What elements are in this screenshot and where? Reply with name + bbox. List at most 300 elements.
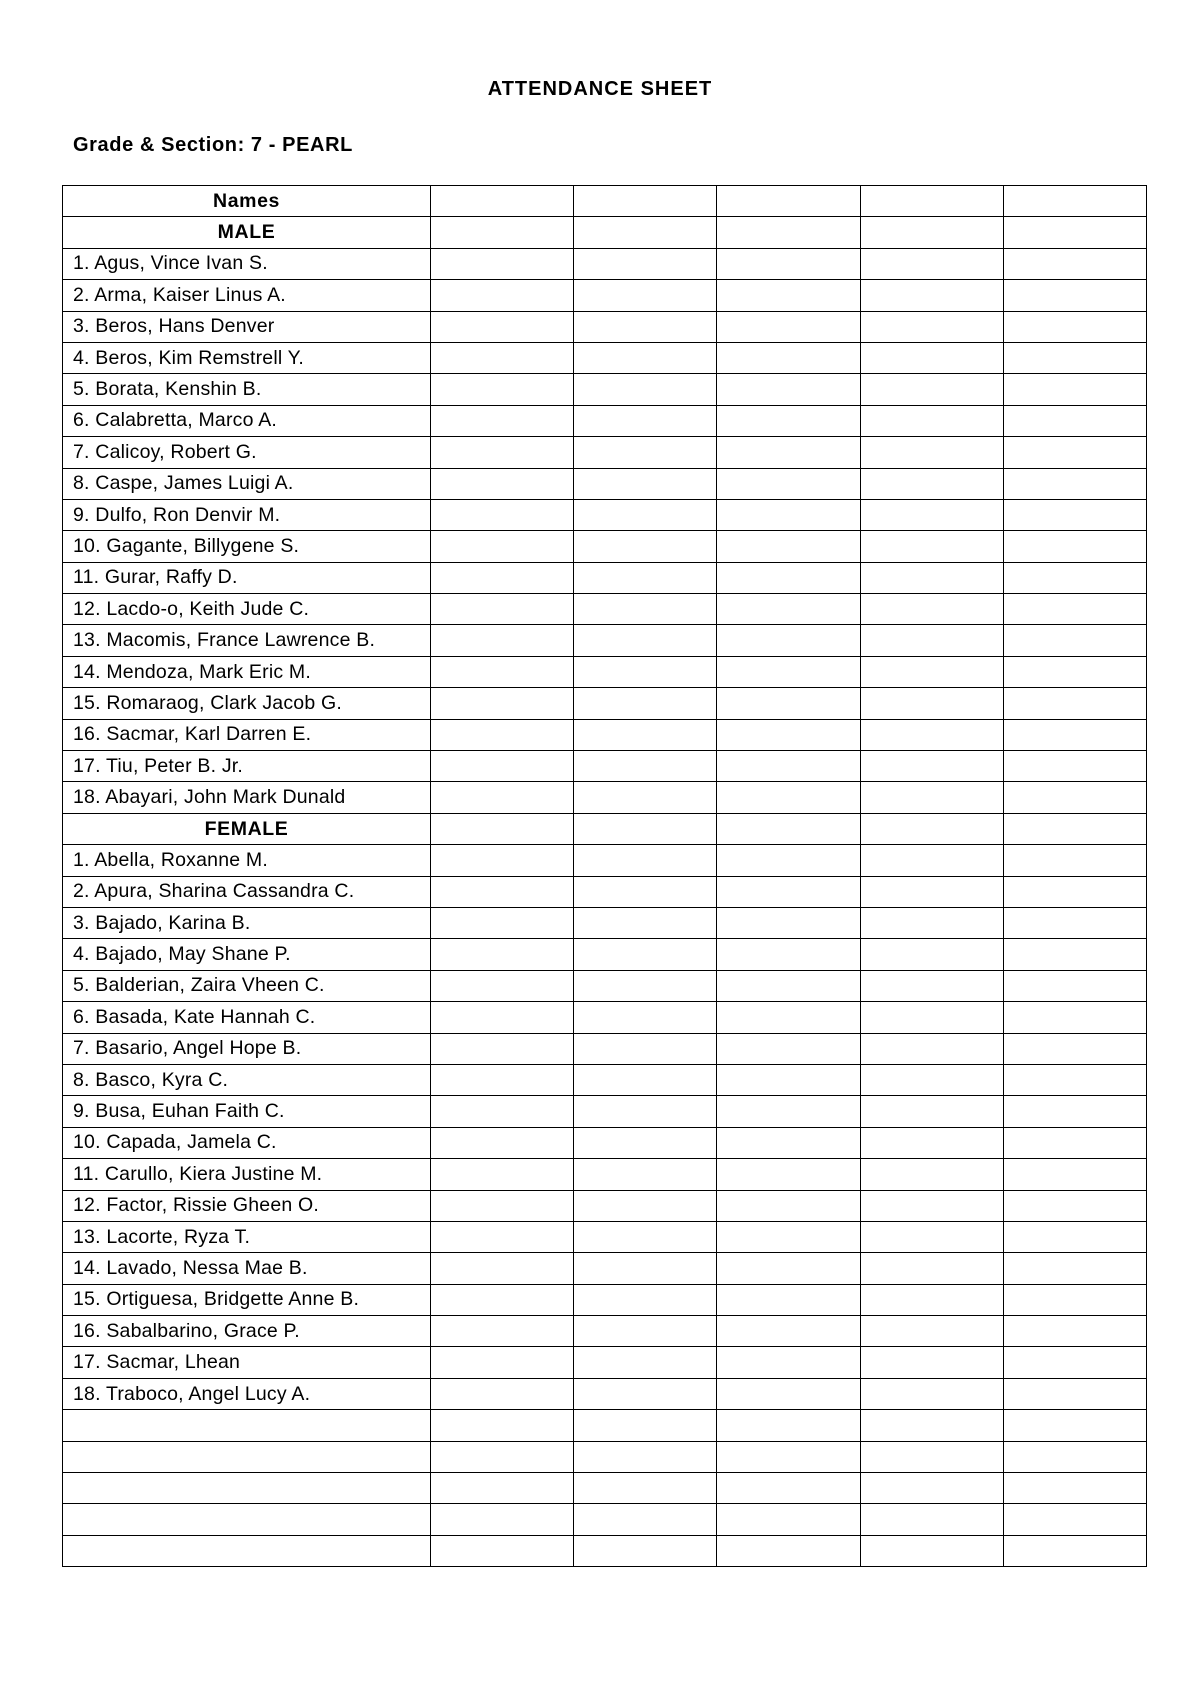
attendance-cell [860, 499, 1003, 530]
attendance-cell [860, 468, 1003, 499]
attendance-cell [431, 531, 574, 562]
attendance-cell [574, 845, 717, 876]
attendance-cell [717, 186, 860, 217]
attendance-cell [431, 342, 574, 373]
attendance-cell [431, 1410, 574, 1441]
attendance-cell [431, 813, 574, 844]
attendance-cell [431, 782, 574, 813]
student-name-cell [63, 1504, 431, 1535]
attendance-cell [1003, 342, 1146, 373]
blank-row [63, 1410, 1147, 1441]
attendance-cell [860, 311, 1003, 342]
attendance-cell [431, 1033, 574, 1064]
attendance-cell [717, 562, 860, 593]
attendance-cell [1003, 499, 1146, 530]
student-name-cell: 11. Carullo, Kiera Justine M. [63, 1159, 431, 1190]
grade-section-label: Grade & Section: [73, 134, 245, 156]
blank-row [63, 1441, 1147, 1472]
attendance-cell [1003, 594, 1146, 625]
attendance-cell [574, 1410, 717, 1441]
attendance-cell [717, 782, 860, 813]
student-name-cell: 8. Basco, Kyra C. [63, 1064, 431, 1095]
attendance-cell [431, 1284, 574, 1315]
male-group-row [63, 217, 1147, 248]
student-row [63, 1096, 1147, 1127]
attendance-cell [1003, 1378, 1146, 1409]
student-name-cell: 4. Bajado, May Shane P. [63, 939, 431, 970]
grade-section-line [73, 134, 353, 157]
student-row [63, 939, 1147, 970]
student-name-cell: 1. Agus, Vince Ivan S. [63, 248, 431, 279]
attendance-cell [574, 562, 717, 593]
attendance-cell [860, 1410, 1003, 1441]
student-name-cell: 5. Borata, Kenshin B. [63, 374, 431, 405]
attendance-cell [431, 186, 574, 217]
attendance-cell [574, 531, 717, 562]
attendance-cell [431, 751, 574, 782]
student-name-cell: 13. Lacorte, Ryza T. [63, 1221, 431, 1252]
attendance-cell [431, 939, 574, 970]
attendance-cell [717, 342, 860, 373]
student-row [63, 970, 1147, 1001]
student-row [63, 1347, 1147, 1378]
attendance-cell [574, 1535, 717, 1566]
attendance-cell [574, 1378, 717, 1409]
attendance-cell [431, 907, 574, 938]
attendance-cell [717, 1002, 860, 1033]
attendance-cell [574, 1504, 717, 1535]
student-row [63, 311, 1147, 342]
attendance-cell [717, 1316, 860, 1347]
attendance-cell [431, 688, 574, 719]
student-name-cell: 2. Arma, Kaiser Linus A. [63, 280, 431, 311]
student-row [63, 1316, 1147, 1347]
attendance-cell [717, 499, 860, 530]
attendance-cell [574, 374, 717, 405]
attendance-cell [431, 1127, 574, 1158]
student-name-cell: 5. Balderian, Zaira Vheen C. [63, 970, 431, 1001]
attendance-cell [1003, 437, 1146, 468]
attendance-cell [574, 1064, 717, 1095]
attendance-cell [574, 1096, 717, 1127]
attendance-cell [717, 1410, 860, 1441]
student-name-cell: 4. Beros, Kim Remstrell Y. [63, 342, 431, 373]
attendance-cell [431, 280, 574, 311]
attendance-cell [860, 719, 1003, 750]
student-name-cell: 8. Caspe, James Luigi A. [63, 468, 431, 499]
attendance-cell [1003, 1159, 1146, 1190]
student-name-cell: 18. Abayari, John Mark Dunald [63, 782, 431, 813]
attendance-cell [574, 1159, 717, 1190]
student-row [63, 374, 1147, 405]
attendance-table [62, 185, 1147, 1567]
attendance-cell [717, 1190, 860, 1221]
student-name-cell: 3. Bajado, Karina B. [63, 907, 431, 938]
attendance-cell [574, 1284, 717, 1315]
attendance-cell [717, 1441, 860, 1472]
attendance-cell [860, 374, 1003, 405]
student-row [63, 342, 1147, 373]
attendance-cell [1003, 939, 1146, 970]
student-row [63, 437, 1147, 468]
attendance-cell [1003, 1441, 1146, 1472]
attendance-cell [574, 782, 717, 813]
column-header-cell: FEMALE [63, 813, 431, 844]
attendance-cell [431, 1159, 574, 1190]
student-name-cell: 2. Apura, Sharina Cassandra C. [63, 876, 431, 907]
attendance-cell [431, 876, 574, 907]
attendance-cell [1003, 719, 1146, 750]
student-name-cell: 6. Calabretta, Marco A. [63, 405, 431, 436]
attendance-cell [431, 1002, 574, 1033]
attendance-cell [717, 813, 860, 844]
attendance-cell [431, 1504, 574, 1535]
attendance-cell [1003, 531, 1146, 562]
attendance-cell [1003, 1316, 1146, 1347]
attendance-cell [860, 1127, 1003, 1158]
attendance-cell [431, 374, 574, 405]
attendance-cell [574, 248, 717, 279]
attendance-cell [431, 656, 574, 687]
student-name-cell: 14. Mendoza, Mark Eric M. [63, 656, 431, 687]
attendance-cell [1003, 656, 1146, 687]
attendance-cell [717, 1535, 860, 1566]
student-row [63, 1002, 1147, 1033]
attendance-cell [717, 311, 860, 342]
student-name-cell: 18. Traboco, Angel Lucy A. [63, 1378, 431, 1409]
attendance-cell [1003, 970, 1146, 1001]
column-header-cell: MALE [63, 217, 431, 248]
attendance-cell [1003, 907, 1146, 938]
student-row [63, 751, 1147, 782]
student-name-cell [63, 1410, 431, 1441]
attendance-cell [431, 1316, 574, 1347]
student-row [63, 656, 1147, 687]
student-row [63, 499, 1147, 530]
attendance-cell [574, 1033, 717, 1064]
attendance-cell [717, 688, 860, 719]
attendance-cell [717, 405, 860, 436]
attendance-cell [574, 1221, 717, 1252]
attendance-cell [860, 1221, 1003, 1252]
attendance-cell [431, 1473, 574, 1504]
attendance-cell [574, 342, 717, 373]
student-name-cell: 10. Capada, Jamela C. [63, 1127, 431, 1158]
attendance-cell [717, 1096, 860, 1127]
attendance-cell [1003, 845, 1146, 876]
student-name-cell: 7. Basario, Angel Hope B. [63, 1033, 431, 1064]
attendance-cell [574, 1127, 717, 1158]
attendance-cell [717, 845, 860, 876]
attendance-cell [1003, 562, 1146, 593]
student-row [63, 562, 1147, 593]
attendance-cell [574, 437, 717, 468]
attendance-cell [431, 1253, 574, 1284]
attendance-cell [1003, 1473, 1146, 1504]
student-row [63, 1064, 1147, 1095]
student-name-cell: 12. Factor, Rissie Gheen O. [63, 1190, 431, 1221]
attendance-cell [574, 907, 717, 938]
attendance-cell [1003, 186, 1146, 217]
student-row [63, 1033, 1147, 1064]
attendance-cell [860, 970, 1003, 1001]
attendance-cell [574, 1190, 717, 1221]
attendance-cell [717, 625, 860, 656]
student-row [63, 876, 1147, 907]
attendance-cell [717, 1253, 860, 1284]
attendance-cell [431, 468, 574, 499]
attendance-cell [717, 939, 860, 970]
attendance-cell [1003, 1284, 1146, 1315]
grade-section-value: 7 - PEARL [250, 134, 353, 156]
attendance-cell [574, 1347, 717, 1378]
header-row [63, 186, 1147, 217]
student-row [63, 719, 1147, 750]
attendance-cell [860, 1347, 1003, 1378]
attendance-cell [574, 1316, 717, 1347]
student-name-cell: 16. Sacmar, Karl Darren E. [63, 719, 431, 750]
student-row [63, 1127, 1147, 1158]
attendance-cell [717, 1504, 860, 1535]
attendance-cell [431, 719, 574, 750]
attendance-cell [717, 751, 860, 782]
attendance-cell [431, 1441, 574, 1472]
attendance-cell [860, 405, 1003, 436]
attendance-cell [717, 719, 860, 750]
attendance-cell [717, 1378, 860, 1409]
attendance-cell [431, 845, 574, 876]
student-row [63, 468, 1147, 499]
attendance-cell [574, 970, 717, 1001]
attendance-cell [717, 374, 860, 405]
attendance-cell [860, 562, 1003, 593]
student-name-cell: 9. Dulfo, Ron Denvir M. [63, 499, 431, 530]
attendance-cell [1003, 374, 1146, 405]
document-title: ATTENDANCE SHEET [487, 78, 713, 100]
student-row [63, 1284, 1147, 1315]
attendance-cell [860, 1504, 1003, 1535]
student-row [63, 280, 1147, 311]
attendance-cell [717, 1159, 860, 1190]
attendance-cell [860, 1284, 1003, 1315]
attendance-cell [717, 280, 860, 311]
student-name-cell: 11. Gurar, Raffy D. [63, 562, 431, 593]
student-name-cell: 6. Basada, Kate Hannah C. [63, 1002, 431, 1033]
attendance-cell [1003, 405, 1146, 436]
student-name-cell [63, 1535, 431, 1566]
attendance-cell [860, 1441, 1003, 1472]
attendance-cell [860, 845, 1003, 876]
student-row [63, 594, 1147, 625]
attendance-cell [717, 217, 860, 248]
student-name-cell: 14. Lavado, Nessa Mae B. [63, 1253, 431, 1284]
attendance-cell [431, 217, 574, 248]
attendance-cell [860, 248, 1003, 279]
attendance-cell [717, 1347, 860, 1378]
attendance-cell [717, 531, 860, 562]
attendance-cell [860, 217, 1003, 248]
attendance-cell [574, 1473, 717, 1504]
attendance-cell [860, 280, 1003, 311]
attendance-cell [860, 1473, 1003, 1504]
attendance-cell [574, 311, 717, 342]
attendance-cell [860, 813, 1003, 844]
student-name-cell: 7. Calicoy, Robert G. [63, 437, 431, 468]
attendance-cell [717, 656, 860, 687]
attendance-cell [431, 437, 574, 468]
student-name-cell: 16. Sabalbarino, Grace P. [63, 1316, 431, 1347]
attendance-cell [1003, 468, 1146, 499]
attendance-cell [860, 939, 1003, 970]
column-header-cell: Names [63, 186, 431, 217]
attendance-cell [431, 311, 574, 342]
attendance-cell [717, 907, 860, 938]
attendance-cell [1003, 1190, 1146, 1221]
student-row [63, 625, 1147, 656]
attendance-cell [1003, 1253, 1146, 1284]
attendance-cell [717, 248, 860, 279]
attendance-cell [431, 405, 574, 436]
attendance-cell [860, 1033, 1003, 1064]
attendance-cell [717, 1221, 860, 1252]
attendance-cell [431, 970, 574, 1001]
student-name-cell [63, 1473, 431, 1504]
student-name-cell: 15. Romaraog, Clark Jacob G. [63, 688, 431, 719]
student-name-cell: 15. Ortiguesa, Bridgette Anne B. [63, 1284, 431, 1315]
attendance-cell [574, 405, 717, 436]
attendance-cell [431, 499, 574, 530]
attendance-cell [860, 876, 1003, 907]
attendance-cell [860, 1316, 1003, 1347]
attendance-cell [574, 217, 717, 248]
attendance-cell [717, 1473, 860, 1504]
student-row [63, 907, 1147, 938]
student-name-cell [63, 1441, 431, 1472]
attendance-cell [431, 1347, 574, 1378]
student-name-cell: 3. Beros, Hans Denver [63, 311, 431, 342]
student-row [63, 782, 1147, 813]
attendance-cell [1003, 782, 1146, 813]
attendance-cell [1003, 751, 1146, 782]
attendance-cell [860, 751, 1003, 782]
attendance-cell [574, 813, 717, 844]
attendance-cell [431, 1378, 574, 1409]
attendance-cell [1003, 280, 1146, 311]
attendance-cell [717, 1284, 860, 1315]
attendance-cell [860, 1159, 1003, 1190]
attendance-cell [574, 1441, 717, 1472]
attendance-cell [1003, 1504, 1146, 1535]
attendance-cell [1003, 217, 1146, 248]
student-row [63, 1190, 1147, 1221]
attendance-cell [574, 280, 717, 311]
attendance-cell [431, 594, 574, 625]
student-row [63, 688, 1147, 719]
attendance-cell [860, 531, 1003, 562]
attendance-cell [1003, 1002, 1146, 1033]
attendance-cell [860, 625, 1003, 656]
student-name-cell: 12. Lacdo-o, Keith Jude C. [63, 594, 431, 625]
student-row [63, 1221, 1147, 1252]
attendance-cell [1003, 1535, 1146, 1566]
student-row [63, 845, 1147, 876]
attendance-cell [1003, 1347, 1146, 1378]
attendance-cell [574, 594, 717, 625]
attendance-cell [860, 1190, 1003, 1221]
attendance-cell [717, 1033, 860, 1064]
attendance-cell [1003, 688, 1146, 719]
female-group-row [63, 813, 1147, 844]
attendance-cell [574, 499, 717, 530]
attendance-cell [574, 625, 717, 656]
attendance-cell [860, 1535, 1003, 1566]
attendance-cell [717, 876, 860, 907]
student-row [63, 531, 1147, 562]
student-name-cell: 1. Abella, Roxanne M. [63, 845, 431, 876]
student-row [63, 1253, 1147, 1284]
blank-row [63, 1473, 1147, 1504]
attendance-cell [574, 876, 717, 907]
attendance-cell [1003, 1033, 1146, 1064]
attendance-cell [1003, 248, 1146, 279]
attendance-cell [431, 562, 574, 593]
attendance-cell [574, 186, 717, 217]
attendance-cell [431, 248, 574, 279]
attendance-cell [860, 1096, 1003, 1127]
attendance-cell [860, 688, 1003, 719]
attendance-cell [574, 719, 717, 750]
attendance-cell [860, 1253, 1003, 1284]
attendance-cell [1003, 1096, 1146, 1127]
attendance-cell [431, 1190, 574, 1221]
attendance-cell [1003, 1127, 1146, 1158]
attendance-cell [860, 907, 1003, 938]
student-name-cell: 13. Macomis, France Lawrence B. [63, 625, 431, 656]
attendance-cell [717, 1064, 860, 1095]
attendance-cell [860, 186, 1003, 217]
attendance-cell [431, 1096, 574, 1127]
attendance-cell [717, 970, 860, 1001]
attendance-cell [431, 1535, 574, 1566]
attendance-cell [1003, 1064, 1146, 1095]
attendance-cell [1003, 813, 1146, 844]
attendance-cell [1003, 311, 1146, 342]
attendance-cell [1003, 876, 1146, 907]
attendance-cell [717, 1127, 860, 1158]
attendance-cell [860, 656, 1003, 687]
attendance-cell [717, 468, 860, 499]
attendance-cell [717, 594, 860, 625]
student-name-cell: 17. Sacmar, Lhean [63, 1347, 431, 1378]
attendance-cell [431, 625, 574, 656]
attendance-cell [1003, 625, 1146, 656]
attendance-cell [574, 468, 717, 499]
student-name-cell: 9. Busa, Euhan Faith C. [63, 1096, 431, 1127]
attendance-cell [431, 1221, 574, 1252]
attendance-cell [574, 1002, 717, 1033]
attendance-cell [574, 656, 717, 687]
student-row [63, 248, 1147, 279]
attendance-cell [431, 1064, 574, 1095]
student-name-cell: 10. Gagante, Billygene S. [63, 531, 431, 562]
attendance-cell [860, 342, 1003, 373]
attendance-cell [860, 782, 1003, 813]
attendance-cell [574, 688, 717, 719]
attendance-cell [860, 594, 1003, 625]
attendance-cell [860, 437, 1003, 468]
attendance-cell [860, 1002, 1003, 1033]
student-name-cell: 17. Tiu, Peter B. Jr. [63, 751, 431, 782]
